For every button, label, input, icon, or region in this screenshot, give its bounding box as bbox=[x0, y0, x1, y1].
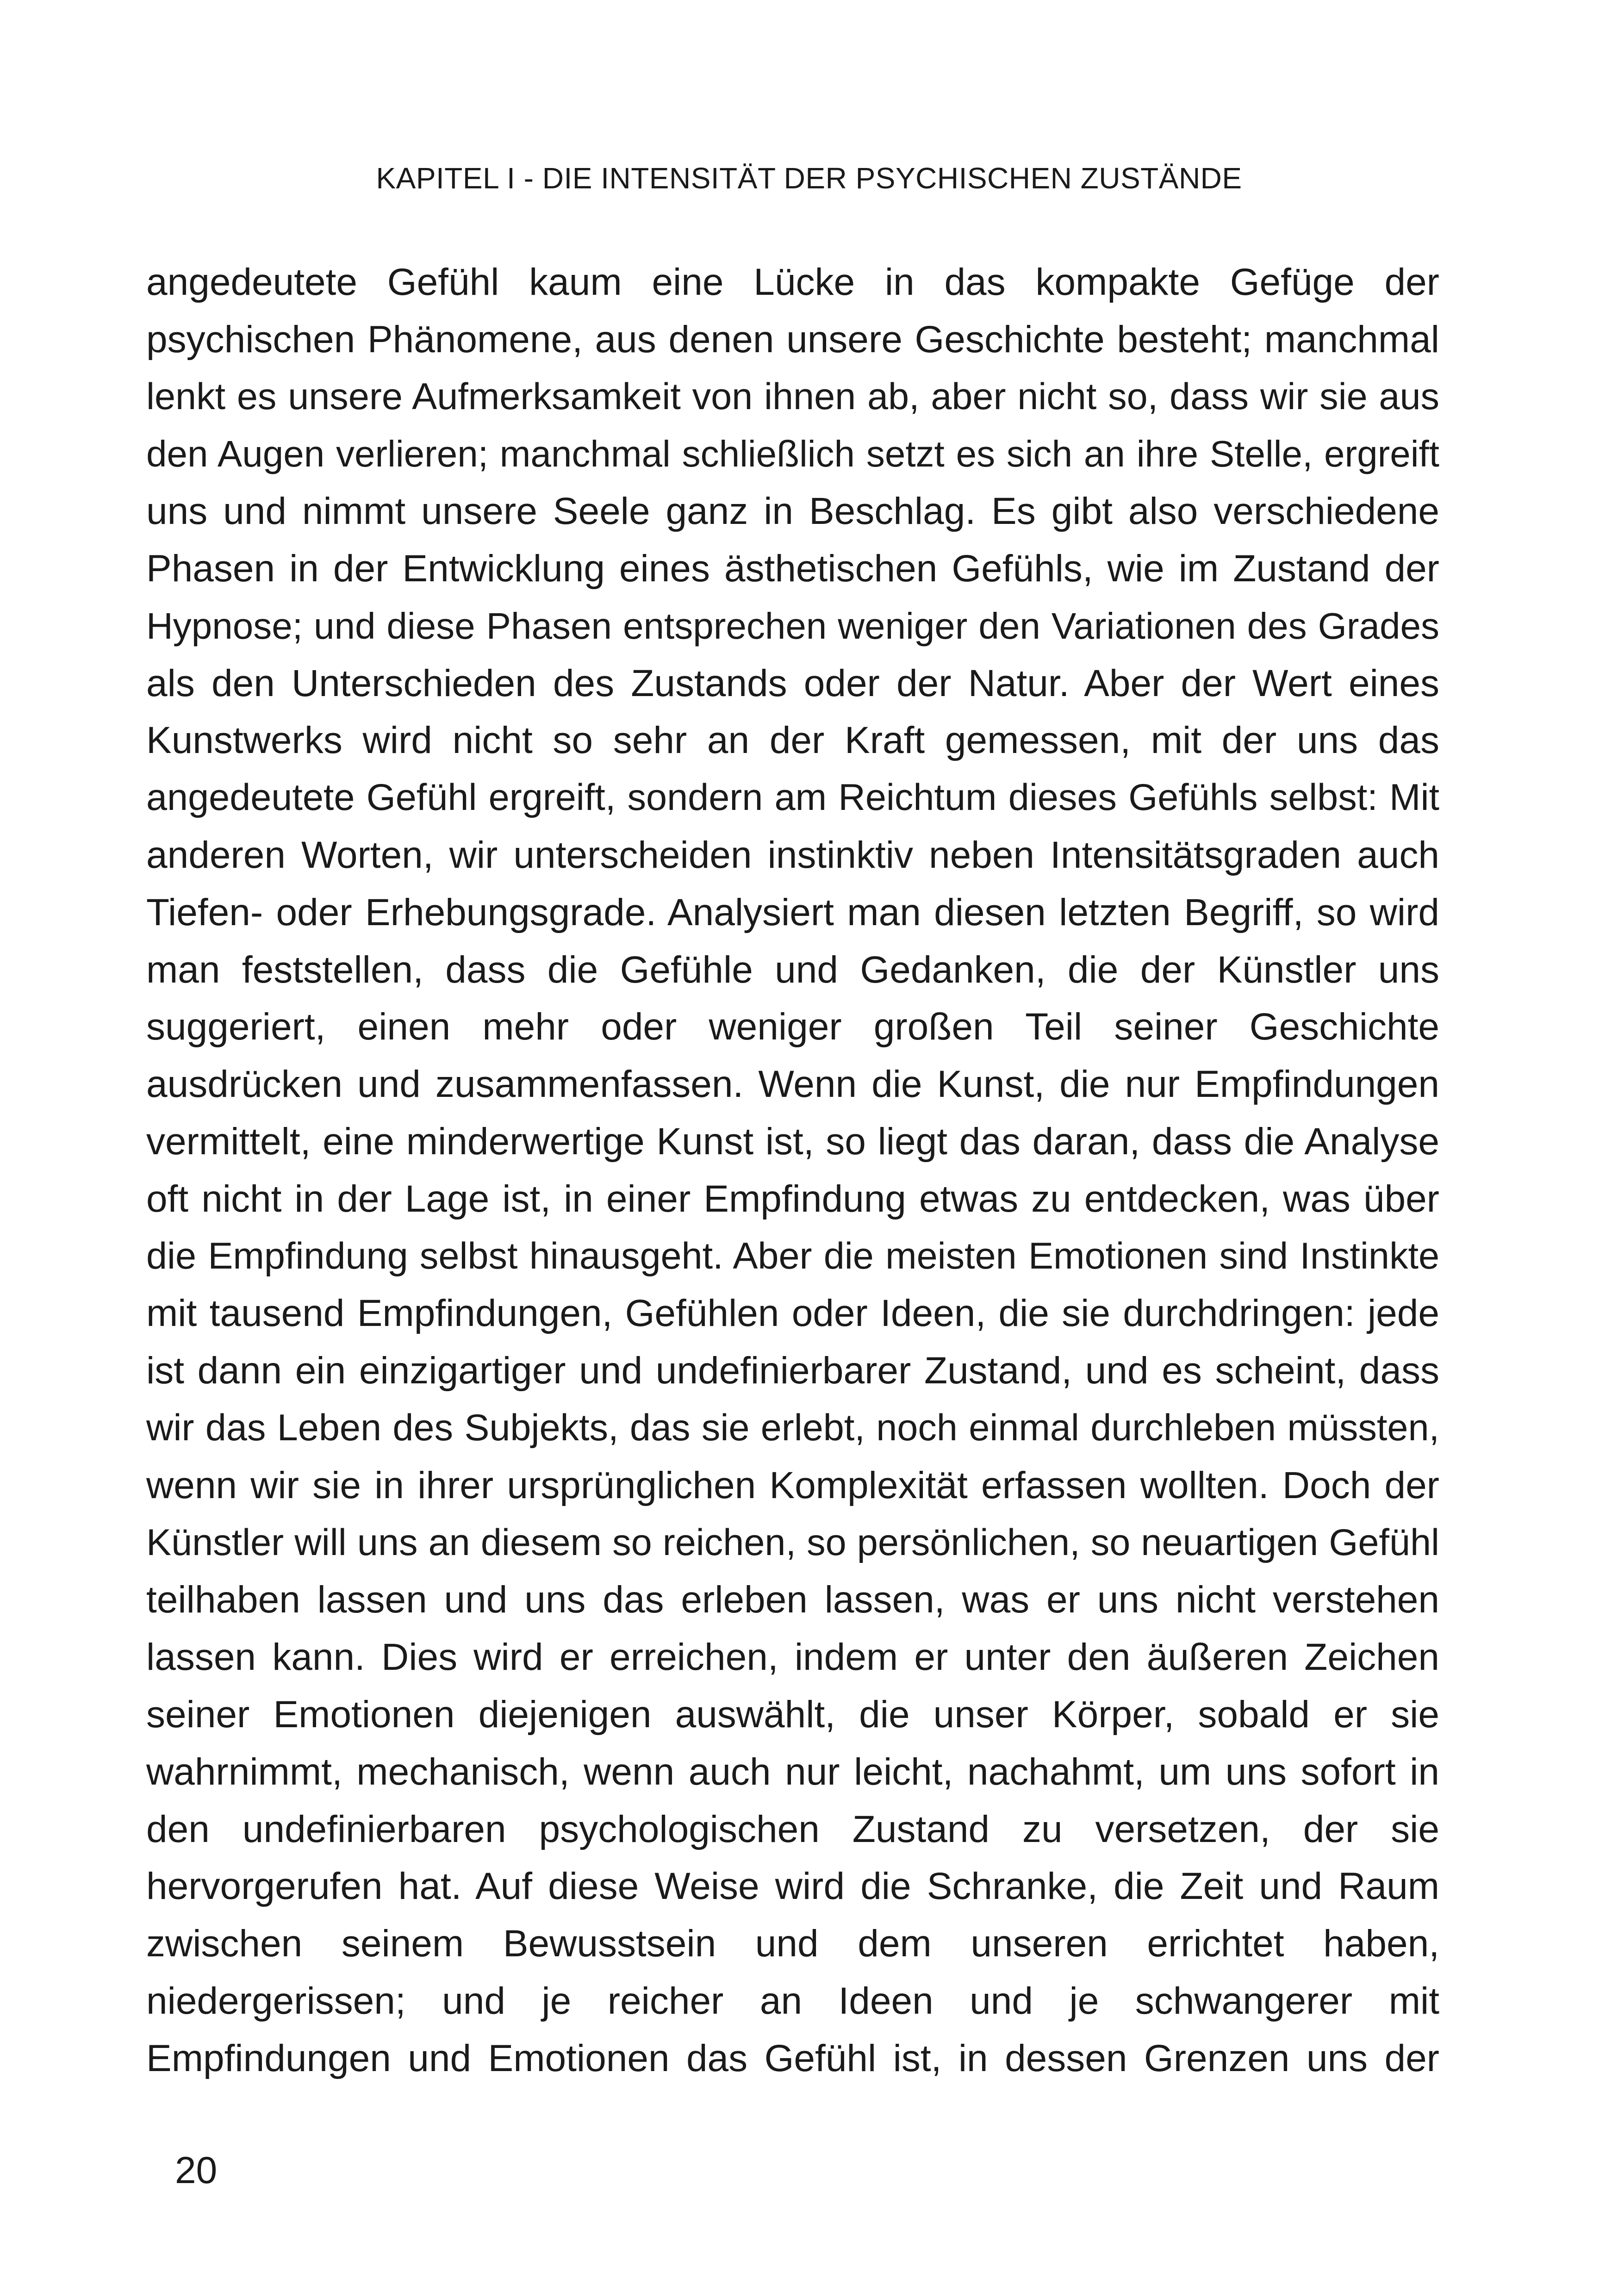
text-line: Künstler will uns an diesem so reichen, so persönlichen, so neuartigen Gefühl bbox=[146, 1521, 1439, 1563]
text-line: mit tausend Empfindungen, Gefühlen oder Ideen, die sie durchdringen: jede bbox=[146, 1292, 1439, 1335]
running-head: KAPITEL I - DIE INTENSITÄT DER PSYCHISCHEN ZUSTÄNDE bbox=[376, 162, 1242, 195]
text-line: als den Unterschieden des Zustands oder der Natur. Aber der Wert eines bbox=[146, 662, 1439, 704]
text-line: zwischen seinem Bewusstsein und dem unseren errichtet haben, bbox=[146, 1923, 1439, 1965]
text-line: wahrnimmt, mechanisch, wenn auch nur leicht, nachahmt, um uns sofort in bbox=[146, 1750, 1439, 1793]
text-line: suggeriert, einen mehr oder weniger großen Teil seiner Geschichte bbox=[146, 1006, 1439, 1048]
text-line: Tiefen- oder Erhebungsgrade. Analysiert man diesen letzten Begriff, so wird bbox=[146, 891, 1439, 933]
text-line: Empfindungen und Emotionen das Gefühl ist, in dessen Grenzen uns der bbox=[146, 2037, 1439, 2079]
text-line: ausdrücken und zusammenfassen. Wenn die Kunst, die nur Empfindungen bbox=[146, 1063, 1439, 1106]
text-line: lassen kann. Dies wird er erreichen, indem er unter den äußeren Zeichen bbox=[146, 1636, 1439, 1679]
text-line: Phasen in der Entwicklung eines ästhetischen Gefühls, wie im Zustand der bbox=[146, 547, 1439, 590]
text-line: teilhaben lassen und uns das erleben lassen, was er uns nicht verstehen bbox=[146, 1579, 1439, 1621]
text-line: seiner Emotionen diejenigen auswählt, die unser Körper, sobald er sie bbox=[146, 1693, 1439, 1736]
text-line: oft nicht in der Lage ist, in einer Empfindung etwas zu entdecken, was über bbox=[146, 1177, 1439, 1220]
text-line: lenkt es unsere Aufmerksamkeit von ihnen ab, aber nicht so, dass wir sie aus bbox=[146, 375, 1439, 417]
text-line: Hypnose; und diese Phasen entsprechen weniger den Variationen des Grades bbox=[146, 605, 1439, 647]
text-line: psychischen Phänomene, aus denen unsere Geschichte besteht; manchmal bbox=[146, 318, 1439, 361]
text-line: den Augen verlieren; manchmal schließlich setzt es sich an ihre Stelle, ergreift bbox=[146, 433, 1439, 475]
text-line: vermittelt, eine minderwertige Kunst ist, so liegt das daran, dass die Analyse bbox=[146, 1120, 1439, 1163]
text-line: anderen Worten, wir unterscheiden instinktiv neben Intensitätsgraden auch bbox=[146, 834, 1439, 876]
text-line: hervorgerufen hat. Auf diese Weise wird die Schranke, die Zeit und Raum bbox=[146, 1865, 1439, 1908]
text-line: Kunstwerks wird nicht so sehr an der Kraft gemessen, mit der uns das bbox=[146, 719, 1439, 762]
body-paragraph bbox=[146, 254, 1439, 2087]
text-line: niedergerissen; und je reicher an Ideen und je schwangerer mit bbox=[146, 1979, 1439, 2022]
text-line: den undefinierbaren psychologischen Zustand zu versetzen, der sie bbox=[146, 1808, 1439, 1850]
text-line: ist dann ein einzigartiger und undefinierbarer Zustand, und es scheint, dass bbox=[146, 1350, 1439, 1392]
page-number: 20 bbox=[175, 2149, 218, 2191]
text-line: wenn wir sie in ihrer ursprünglichen Komplexität erfassen wollten. Doch der bbox=[146, 1464, 1439, 1506]
text-line: angedeutete Gefühl kaum eine Lücke in das kompakte Gefüge der bbox=[146, 261, 1439, 303]
text-line: die Empfindung selbst hinausgeht. Aber die meisten Emotionen sind Instinkte bbox=[146, 1235, 1439, 1277]
text-line: man feststellen, dass die Gefühle und Gedanken, die der Künstler uns bbox=[146, 948, 1439, 991]
text-line: wir das Leben des Subjekts, das sie erlebt, noch einmal durchleben müssten, bbox=[146, 1406, 1439, 1449]
text-line: uns und nimmt unsere Seele ganz in Beschlag. Es gibt also verschiedene bbox=[146, 490, 1439, 533]
text-line: angedeutete Gefühl ergreift, sondern am Reichtum dieses Gefühls selbst: Mit bbox=[146, 777, 1439, 819]
